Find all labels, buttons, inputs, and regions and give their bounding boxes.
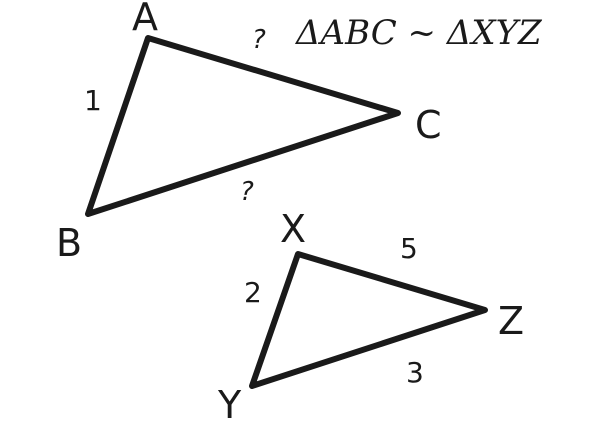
side-ab-label: 1 bbox=[84, 84, 102, 117]
vertex-a-label: A bbox=[132, 0, 158, 39]
side-xy-label: 2 bbox=[244, 276, 262, 309]
vertex-z-label: Z bbox=[498, 299, 525, 343]
vertex-b-label: B bbox=[56, 221, 83, 265]
side-xz-label: 5 bbox=[400, 232, 418, 265]
triangle-xyz bbox=[252, 254, 485, 386]
side-ac-label: ? bbox=[252, 25, 266, 55]
vertex-y-label: Y bbox=[218, 383, 242, 425]
vertex-x-label: X bbox=[280, 207, 307, 251]
vertex-c-label: C bbox=[415, 103, 442, 147]
side-bc-label: ? bbox=[240, 177, 254, 207]
similarity-statement: ΔABC ~ ΔXYZ bbox=[296, 13, 542, 53]
side-yz-label: 3 bbox=[406, 356, 424, 389]
